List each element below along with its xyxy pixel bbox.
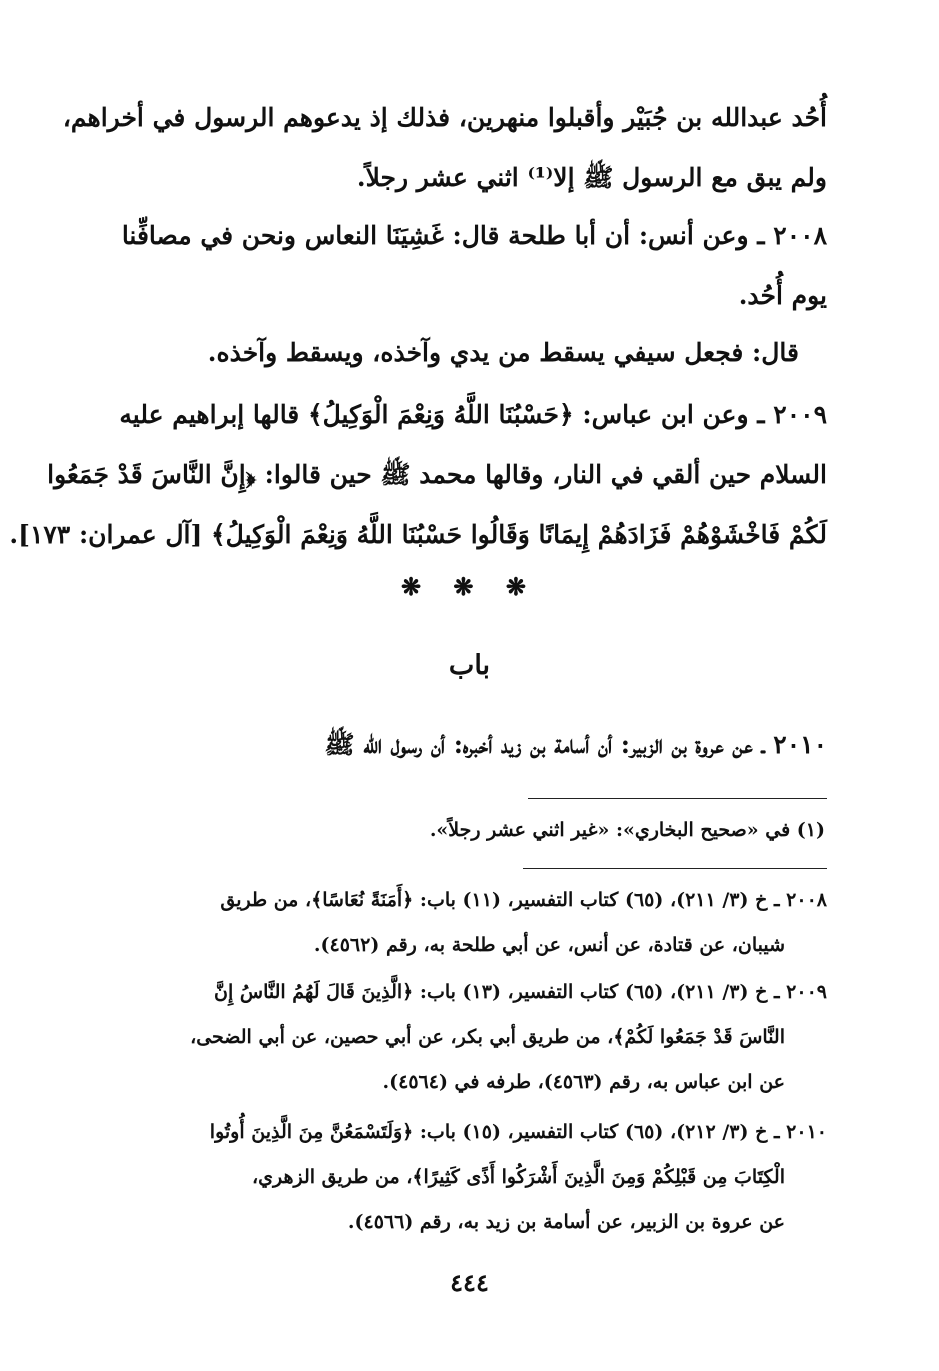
ref-line: شيبان، عن قتادة، عن أنس، عن أبي طلحة به، رقم (٤٥٦٢). [313,934,785,956]
text-line: ٢٠٠٩ ـ وعن ابن عباس: ﴿حَسْبُنَا اللَّهُ وَنِعْمَ الْوَكِيلُ﴾ قالها إبراهيم عليه [119,400,827,429]
footnote [112,808,825,853]
ref-line: ٢٠٠٨ ـ خ (٣/ ٢١١)، (٦٥) كتاب التفسير، (١١) باب: ﴿أَمَنَةً نُعَاسًا﴾، من طريق [220,889,827,911]
text-line: ولم يبق مع الرسول ﷺ إلا⁽¹⁾ اثني عشر رجلاً. [356,163,827,192]
ref-line: النَّاسَ قَدْ جَمَعُوا لَكُمْ﴾، من طريق أبي بكر، عن أبي حصين، عن أبي الضحى، [190,1026,785,1048]
text-line: لَكُمْ فَاخْشَوْهُمْ فَزَادَهُمْ إِيمَانًا وَقَالُوا حَسْبُنَا اللَّهُ وَنِعْمَ الْوَكِيلُ﴾ [آل عمران: ١٧٣]. [9,520,827,549]
ref-2010 [112,1110,827,1245]
footnote-rule [528,798,827,799]
ref-2008 [112,878,827,968]
ref-2009 [112,970,827,1105]
text-line: ٢٠١٠ ـ عن عروة بن الزبير: أن أسامة بن زيد أخبره: أن رسول الله ﷺ [324,730,827,759]
main-text-top [62,88,827,208]
text-line: قال: فجعل سيفي يسقط من يدي وآخذه، ويسقط وآخذه. [207,338,799,367]
ref-line: ٢٠١٠ ـ خ (٣/ ٢١٢)، (٦٥) كتاب التفسير، (١٥) باب: ﴿وَلَتَسْمَعُنَّ مِنَ الَّذِينَ أُوتُوا [209,1121,827,1143]
section-separator: ❋ ❋ ❋ [400,572,539,601]
chapter-heading: باب [448,650,491,681]
references-rule [523,868,827,869]
text-line: ٢٠٠٨ ـ وعن أنس: أن أبا طلحة قال: غَشِيَنَا النعاس ونحن في مصافِّنا [121,221,827,250]
ref-line: عن عروة بن الزبير، عن أسامة بن زيد به، رقم (٤٥٦٦). [347,1211,785,1233]
text-line: يوم أُحُد. [738,281,827,310]
page-number: ٤٤٤ [450,1268,489,1297]
ref-line: الْكِتَابَ مِن قَبْلِكُمْ وَمِنَ الَّذِينَ أَشْرَكُوا أَذًى كَثِيرًا﴾، من طريق الزهري، [251,1166,785,1188]
text-line: أُحُد عبدالله بن جُبَيْر وأقبلوا منهرين، فذلك إذ يدعوهم الرسول في أخراهم، [62,103,827,132]
hadith-2010 [112,715,827,775]
hadith-2009 [9,385,827,565]
footnote-text: (١) في «صحيح البخاري»: «غير اثني عشر رجلاً». [429,819,825,841]
hadith-2008-continuation [112,323,799,383]
ref-line: ٢٠٠٩ ـ خ (٣/ ٢١١)، (٦٥) كتاب التفسير، (١٣) باب: ﴿الَّذِينَ قَالَ لَهُمُ النَّاسُ إِنَّ [214,981,827,1003]
hadith-2008 [112,206,827,326]
text-line: السلام حين ألقي في النار، وقالها محمد ﷺ حين قالوا: ﴿إِنَّ النَّاسَ قَدْ جَمَعُوا [47,460,827,489]
ref-line: عن ابن عباس به، رقم (٤٥٦٣)، طرفه في (٤٥٦٤). [382,1071,785,1093]
